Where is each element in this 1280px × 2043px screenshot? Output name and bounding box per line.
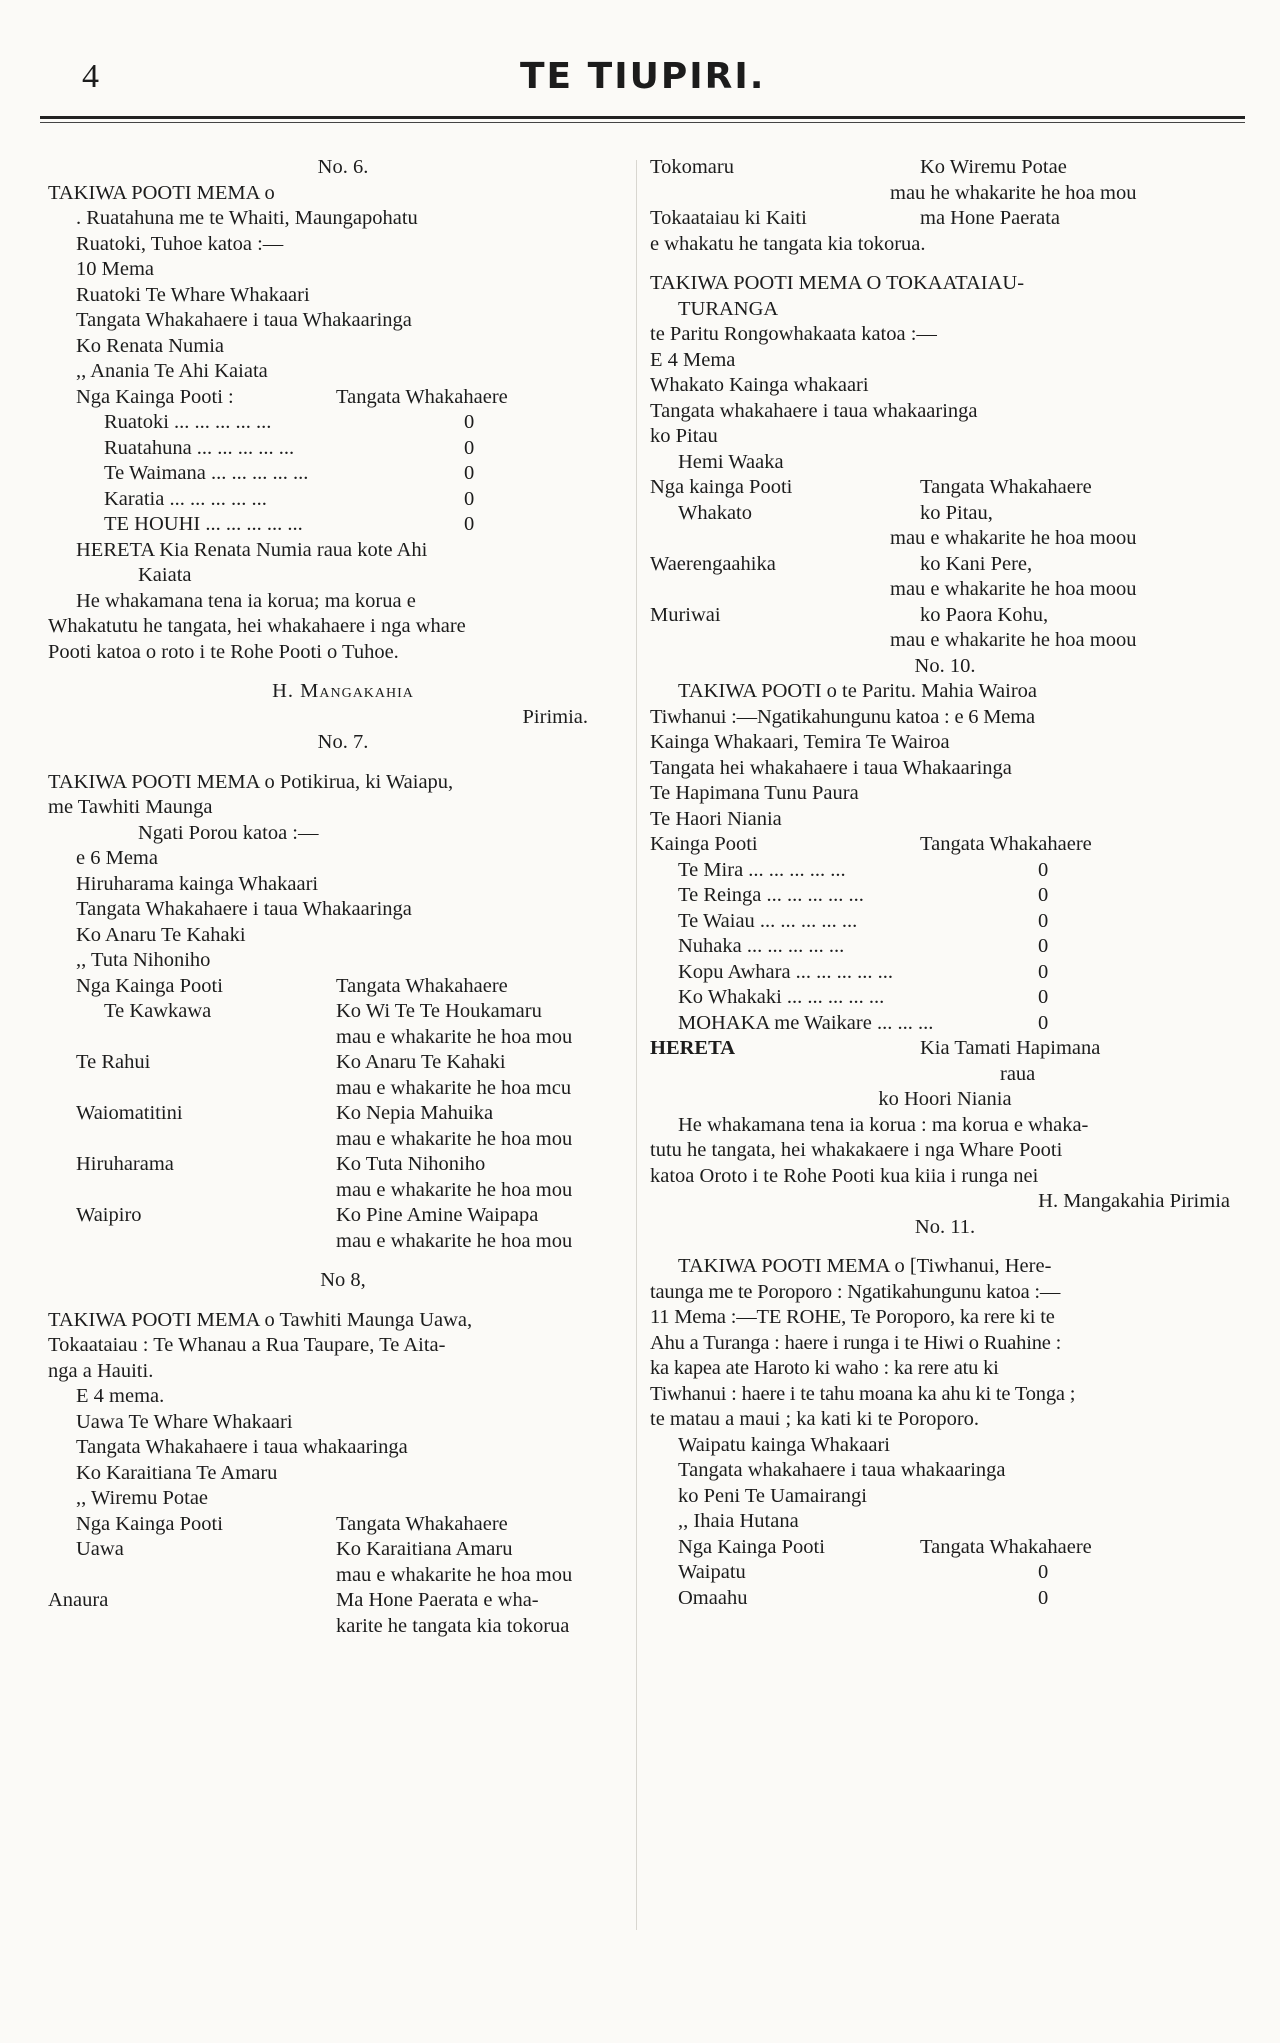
table-header-person: Tangata Whakahaere	[336, 1512, 508, 1535]
text-line: Ko Renata Numia	[76, 334, 225, 357]
row-name: Nuhaka ... ... ... ... ...	[678, 935, 845, 957]
entry-role-row	[650, 526, 1240, 552]
table-row	[650, 1586, 1240, 1612]
table-header	[650, 832, 1240, 858]
entry-role-row	[48, 1229, 638, 1255]
hereta-line: Kaiata	[138, 564, 192, 586]
text-line: Tangata Whakahaere i taua Whakaaringa	[76, 309, 412, 331]
table-header-person: Tangata Whakahaere	[336, 974, 508, 997]
entry-place: Tokomaru	[650, 156, 734, 178]
text-line: Te Haori Niania	[650, 807, 782, 830]
section-heading-no11: No. 11.	[914, 1215, 976, 1238]
table-header	[48, 974, 638, 1000]
text-line: taunga me te Poroporo : Ngatikahungunu katoa :—	[650, 1280, 1061, 1303]
text-line: Waipatu kainga Whakaari	[678, 1433, 890, 1456]
row-name: MOHAKA me Waikare ... ... ...	[678, 1011, 934, 1034]
text-line: ,, Anania Te Ahi Kaiata	[76, 360, 268, 382]
text-line: TAKIWA POOTI MEMA o Tawhiti Maunga Uawa,	[48, 1308, 473, 1331]
entry-person: ko Paora Kohu,	[920, 603, 1049, 626]
text-line: E 4 Mema	[650, 348, 736, 371]
table-header-person: Tangata Whakahaere	[920, 1535, 1092, 1558]
text-line: 10 Mema	[76, 258, 154, 280]
row-value: 0	[1038, 1011, 1049, 1034]
entry-person: Ko Karaitiana Amaru	[336, 1538, 513, 1560]
entry-place: Hiruharama	[76, 1153, 174, 1175]
entry-role: mau e whakarite he hoa mou	[336, 1025, 573, 1048]
entry-role-row	[48, 1178, 638, 1204]
row-name: Te Mira ... ... ... ... ...	[678, 858, 846, 881]
table-header-person: Tangata Whakahaere	[336, 385, 508, 408]
paragraph-line: He whakamana tena ia korua; ma korua e	[76, 589, 416, 612]
row-name: Ko Whakaki ... ... ... ... ...	[678, 986, 885, 1008]
entry-row	[48, 1050, 638, 1076]
table-header-place: Nga Kainga Pooti	[76, 1512, 223, 1535]
row-name: TE HOUHI ... ... ... ... ...	[104, 513, 303, 535]
text-line: Tiwhanui : haere i te tahu moana ka ahu ki te Tonga ;	[650, 1382, 1076, 1405]
text-line: Kainga Whakaari, Temira Te Wairoa	[650, 731, 950, 753]
entry-person: ko Kani Pere,	[920, 552, 1033, 575]
page-number: 4	[82, 58, 99, 95]
entry-place: Tokaataiau ki Kaiti	[650, 207, 807, 229]
table-header-place: Nga Kainga Pooti :	[76, 385, 234, 408]
row-value: 0	[464, 462, 475, 484]
table-header-person: Tangata Whakahaere	[920, 833, 1092, 855]
entry-place: Whakato	[678, 501, 752, 524]
text-line: Ruatoki, Tuhoe katoa :—	[76, 232, 284, 255]
table-row	[650, 1560, 1240, 1586]
paragraph-line: Whakatutu he tangata, hei whakahaere i nga whare	[48, 615, 466, 637]
entry-role: mau e whakarite he hoa mcu	[336, 1076, 572, 1099]
entry-role: mau e whakarite he hoa mou	[336, 1127, 573, 1150]
table-row	[48, 410, 638, 436]
row-value: 0	[464, 513, 475, 535]
paragraph-line: tutu he tangata, hei whakakaere i nga Whare Pooti	[650, 1139, 1063, 1161]
text-line: e whakatu he tangata kia tokorua.	[650, 232, 926, 255]
entry-row	[48, 1203, 638, 1229]
entry-person: Ko Wiremu Potae	[920, 156, 1067, 178]
table-header	[48, 1512, 638, 1538]
table-row	[650, 960, 1240, 986]
row-value: 0	[1038, 986, 1049, 1008]
text-line: Ahu a Turanga : haere i runga i te Hiwi o Ruahine :	[650, 1331, 1062, 1354]
entry-place: Uawa	[76, 1538, 124, 1560]
entry-place: Waipiro	[76, 1204, 142, 1226]
section-heading-no7: No. 7.	[317, 731, 369, 753]
section-heading-no6: No. 6.	[317, 156, 369, 178]
text-line: me Tawhiti Maunga	[48, 796, 213, 818]
section-heading-tokaataiau: TAKIWA POOTI MEMA O TOKAATAIAU-	[650, 272, 1025, 294]
entry-role-row	[48, 1025, 638, 1051]
entry-role-row	[48, 1127, 638, 1153]
entry-place: Te Rahui	[76, 1051, 151, 1073]
table-row	[650, 909, 1240, 935]
text-line: ,, Wiremu Potae	[76, 1487, 209, 1509]
row-name: Waipatu	[678, 1561, 746, 1583]
table-header-place: Nga Kainga Pooti	[678, 1535, 825, 1558]
hereta-row	[650, 1036, 1240, 1062]
text-line: TAKIWA POOTI o te Paritu. Mahia Wairoa	[678, 680, 1037, 702]
entry-row	[650, 155, 1240, 181]
entry-role-row	[650, 577, 1240, 603]
entry-role-row	[48, 1563, 638, 1589]
entry-role: mau he whakarite he hoa mou	[890, 181, 1137, 204]
hereta-label: HERETA	[650, 1037, 736, 1059]
text-line: Uawa Te Whare Whakaari	[76, 1410, 293, 1433]
signature: H. Mangakahia Pirimia	[1038, 1190, 1230, 1212]
text-line: te Paritu Rongowhakaata katoa :—	[650, 323, 937, 345]
header-rule	[40, 116, 1245, 119]
text-line: ka kapea ate Haroto ki waho : ka rere atu ki	[650, 1357, 999, 1379]
table-header-place: Kainga Pooti	[650, 833, 758, 855]
row-value: 0	[1038, 960, 1049, 983]
section-heading-no10: No. 10.	[914, 654, 976, 677]
entry-role: mau e whakarite he hoa mou	[336, 1178, 573, 1201]
table-header	[650, 1535, 1240, 1561]
row-value: 0	[1038, 858, 1049, 881]
row-value: 0	[1038, 1586, 1049, 1609]
hereta-line: HERETA Kia Renata Numia raua kote Ahi	[76, 538, 428, 561]
text-line: Tangata hei whakahaere i taua Whakaaringa	[650, 756, 1012, 779]
row-value: 0	[1038, 1561, 1049, 1583]
row-value: 0	[464, 436, 475, 459]
entry-person: ko Pitau,	[920, 501, 993, 524]
entry-row	[650, 603, 1240, 629]
table-header-place: Nga Kainga Pooti	[76, 974, 223, 997]
row-value: 0	[1038, 884, 1049, 906]
entry-place: Muriwai	[650, 603, 721, 626]
text-line: Tokaataiau : Te Whanau a Rua Taupare, Te Aita-	[48, 1334, 446, 1356]
row-name: Omaahu	[678, 1586, 748, 1609]
text-line: Ngati Porou katoa :—	[138, 821, 319, 844]
text-line: Hiruharama kainga Whakaari	[76, 872, 319, 895]
text-line: Tangata whakahaere i taua whakaaringa	[678, 1459, 1006, 1481]
entry-person: Ko Anaru Te Kahaki	[336, 1051, 506, 1073]
text-line: Hemi Waaka	[678, 450, 784, 473]
entry-row	[48, 1101, 638, 1127]
section-heading-no8: No 8,	[320, 1269, 366, 1291]
hereta-text: Kia Tamati Hapimana	[920, 1037, 1101, 1059]
entry-person: Ko Nepia Mahuika	[336, 1102, 494, 1124]
text-line: ko Peni Te Uamairangi	[678, 1484, 867, 1507]
hereta-line: raua	[1000, 1062, 1036, 1085]
signature-name: H. Mangakahia	[272, 680, 414, 702]
entry-row	[48, 1537, 638, 1563]
row-name: Kopu Awhara ... ... ... ... ...	[678, 960, 894, 983]
table-header-person: Tangata Whakahaere	[920, 476, 1092, 498]
row-name: Te Reinga ... ... ... ... ...	[678, 884, 864, 906]
left-column	[48, 155, 638, 1639]
entry-role-row	[48, 1076, 638, 1102]
text-line: Te Hapimana Tunu Paura	[650, 782, 859, 804]
table-header	[650, 475, 1240, 501]
text-line: TAKIWA POOTI MEMA o [Tiwhanui, Here-	[678, 1255, 1052, 1277]
entry-row	[48, 1152, 638, 1178]
text-line: Tiwhanui :—Ngatikahungunu katoa : e 6 Mema	[650, 705, 1035, 728]
entry-person: ma Hone Paerata	[920, 207, 1061, 229]
text-line: e 6 Mema	[76, 847, 158, 869]
row-value: 0	[464, 487, 475, 510]
table-header	[48, 385, 638, 411]
page-title: TE TIUPIRI.	[520, 56, 766, 97]
entry-place: Waerengaahika	[650, 552, 776, 575]
row-name: Te Waimana ... ... ... ... ...	[104, 462, 309, 484]
entry-role: karite he tangata kia tokorua	[336, 1614, 570, 1637]
entry-row	[650, 552, 1240, 578]
text-line: Ko Karaitiana Te Amaru	[76, 1461, 278, 1484]
entry-person: Ko Tuta Nihoniho	[336, 1153, 486, 1175]
text-line: E 4 mema.	[76, 1385, 165, 1407]
entry-role: mau e whakarite he hoa mou	[336, 1229, 573, 1252]
entry-place: Te Kawkawa	[104, 1000, 212, 1022]
right-column	[650, 155, 1240, 1611]
table-row	[650, 934, 1240, 960]
entry-role: mau e whakarite he hoa moou	[890, 578, 1137, 600]
entry-place: Waiomatitini	[76, 1102, 183, 1124]
header-rule-thin	[40, 122, 1245, 123]
table-header-place: Nga kainga Pooti	[650, 476, 793, 498]
entry-role: mau e whakarite he hoa moou	[890, 629, 1137, 651]
text-line: te matau a maui ; ka kati ki te Poroporo.	[650, 1408, 980, 1430]
row-value: 0	[1038, 909, 1049, 932]
entry-person: Ma Hone Paerata e wha-	[336, 1589, 539, 1611]
row-name: Ruatoki ... ... ... ... ...	[104, 411, 272, 433]
text-line: Tangata Whakahaere i taua Whakaaringa	[76, 898, 412, 920]
text-line: ,, Ihaia Hutana	[678, 1510, 799, 1532]
paragraph-line: katoa Oroto i te Rohe Pooti kua kiia i runga nei	[650, 1164, 1039, 1187]
entry-row	[48, 1588, 638, 1614]
table-row	[650, 883, 1240, 909]
paragraph-line: He whakamana tena ia korua : ma korua e whaka-	[678, 1113, 1089, 1136]
text-line: Tangata Whakahaere i taua whakaaringa	[76, 1436, 408, 1458]
text-line: Whakato Kainga whakaari	[650, 374, 869, 396]
hereta-line: ko Hoori Niania	[878, 1088, 1012, 1110]
entry-role-row	[48, 1614, 638, 1640]
text-line: . Ruatahuna me te Whaiti, Maungapohatu	[76, 207, 418, 229]
entry-person: Ko Pine Amine Waipapa	[336, 1204, 539, 1226]
entry-role: mau e whakarite he hoa moou	[890, 527, 1137, 549]
table-row	[650, 985, 1240, 1011]
row-value: 0	[464, 411, 475, 433]
row-name: Te Waiau ... ... ... ... ...	[678, 909, 858, 932]
entry-role-row	[650, 628, 1240, 654]
row-name: Ruatahuna ... ... ... ... ...	[104, 436, 295, 459]
text-line: nga a Hauiti.	[48, 1359, 154, 1382]
entry-person: Ko Wi Te Te Houkamaru	[336, 1000, 542, 1022]
paragraph-line: Pooti katoa o roto i te Rohe Pooti o Tuhoe.	[48, 640, 399, 663]
entry-place: Anaura	[48, 1589, 109, 1611]
row-value: 0	[1038, 935, 1049, 957]
table-row	[48, 512, 638, 538]
text-line: Tangata whakahaere i taua whakaaringa	[650, 399, 978, 422]
table-row	[650, 1011, 1240, 1037]
table-row	[48, 461, 638, 487]
table-row	[650, 858, 1240, 884]
text-line: 11 Mema :—TE ROHE, Te Poroporo, ka rere ki te	[650, 1306, 1055, 1328]
text-line: Ruatoki Te Whare Whakaari	[76, 283, 310, 306]
text-line: ,, Tuta Nihoniho	[76, 949, 211, 971]
text-line: Ko Anaru Te Kahaki	[76, 923, 246, 946]
text-line: ko Pitau	[650, 425, 718, 447]
entry-role-row	[650, 181, 1240, 207]
table-row	[48, 436, 638, 462]
text-line: TAKIWA POOTI MEMA o	[48, 181, 275, 204]
signature-title: Pirimia.	[522, 705, 588, 728]
table-row	[48, 487, 638, 513]
entry-row	[650, 501, 1240, 527]
section-heading-tokaataiau-cont: TURANGA	[678, 297, 779, 320]
text-line: TAKIWA POOTI MEMA o Potikirua, ki Waiapu,	[48, 770, 454, 793]
entry-row	[48, 999, 638, 1025]
entry-row	[650, 206, 1240, 232]
entry-role: mau e whakarite he hoa mou	[336, 1563, 573, 1586]
row-name: Karatia ... ... ... ... ...	[104, 487, 267, 510]
